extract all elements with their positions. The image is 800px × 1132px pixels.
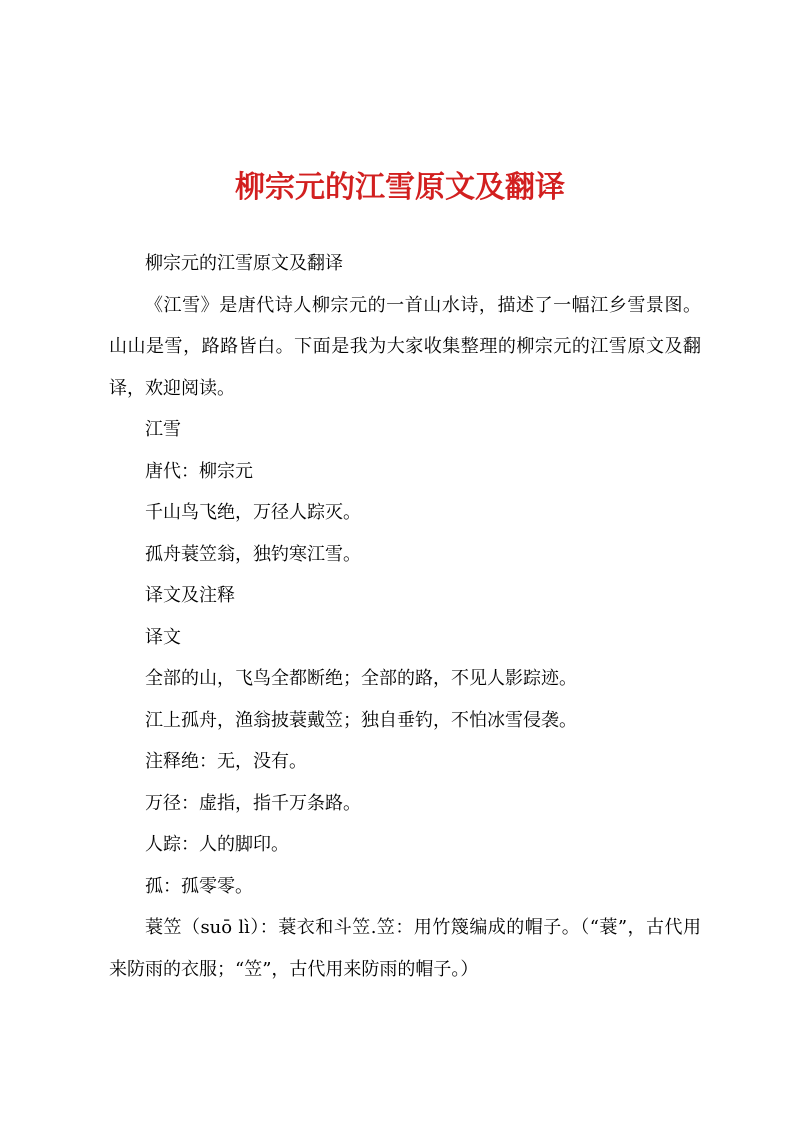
section-heading-translation: 译文 bbox=[145, 626, 181, 648]
note-jue: 注释绝：无，没有。 bbox=[145, 751, 307, 772]
poem-author: 唐代：柳宗元 bbox=[145, 460, 253, 482]
note-gu: 孤：孤零零。 bbox=[145, 875, 253, 897]
document-body bbox=[109, 243, 701, 990]
poem-title: 江雪 bbox=[145, 419, 181, 440]
paragraph-intro: 《江雪》是唐代诗人柳宗元的一首山水诗，描述了一幅江乡雪景图。山山是雪，路路皆白。下面是我为大家收集整理的柳宗元的江雪原文及翻译，欢迎阅读。 bbox=[109, 294, 701, 399]
note-wanjing: 万径：虚指，指千万条路。 bbox=[145, 792, 361, 814]
translation-line-2: 江上孤舟，渔翁披蓑戴笠；独自垂钓，不怕冰雪侵袭。 bbox=[145, 709, 577, 731]
translation-line-1: 全部的山，飞鸟全都断绝；全部的路，不见人影踪迹。 bbox=[145, 668, 577, 689]
note-renzong: 人踪：人的脚印。 bbox=[145, 834, 289, 855]
note-suoli: 蓑笠（suō lì）：蓑衣和斗笠.笠：用竹篾编成的帽子。（“蓑”，古代用来防雨的衣服；“笠”，古代用来防雨的帽子。） bbox=[109, 917, 701, 980]
section-heading-translation-notes: 译文及注释 bbox=[145, 585, 235, 606]
poem-line-2: 孤舟蓑笠翁，独钓寒江雪。 bbox=[145, 543, 361, 565]
poem-line-1: 千山鸟飞绝，万径人踪灭。 bbox=[145, 502, 361, 523]
paragraph-subtitle: 柳宗元的江雪原文及翻译 bbox=[145, 253, 343, 274]
document-title: 柳宗元的江雪原文及翻译 bbox=[235, 170, 565, 205]
